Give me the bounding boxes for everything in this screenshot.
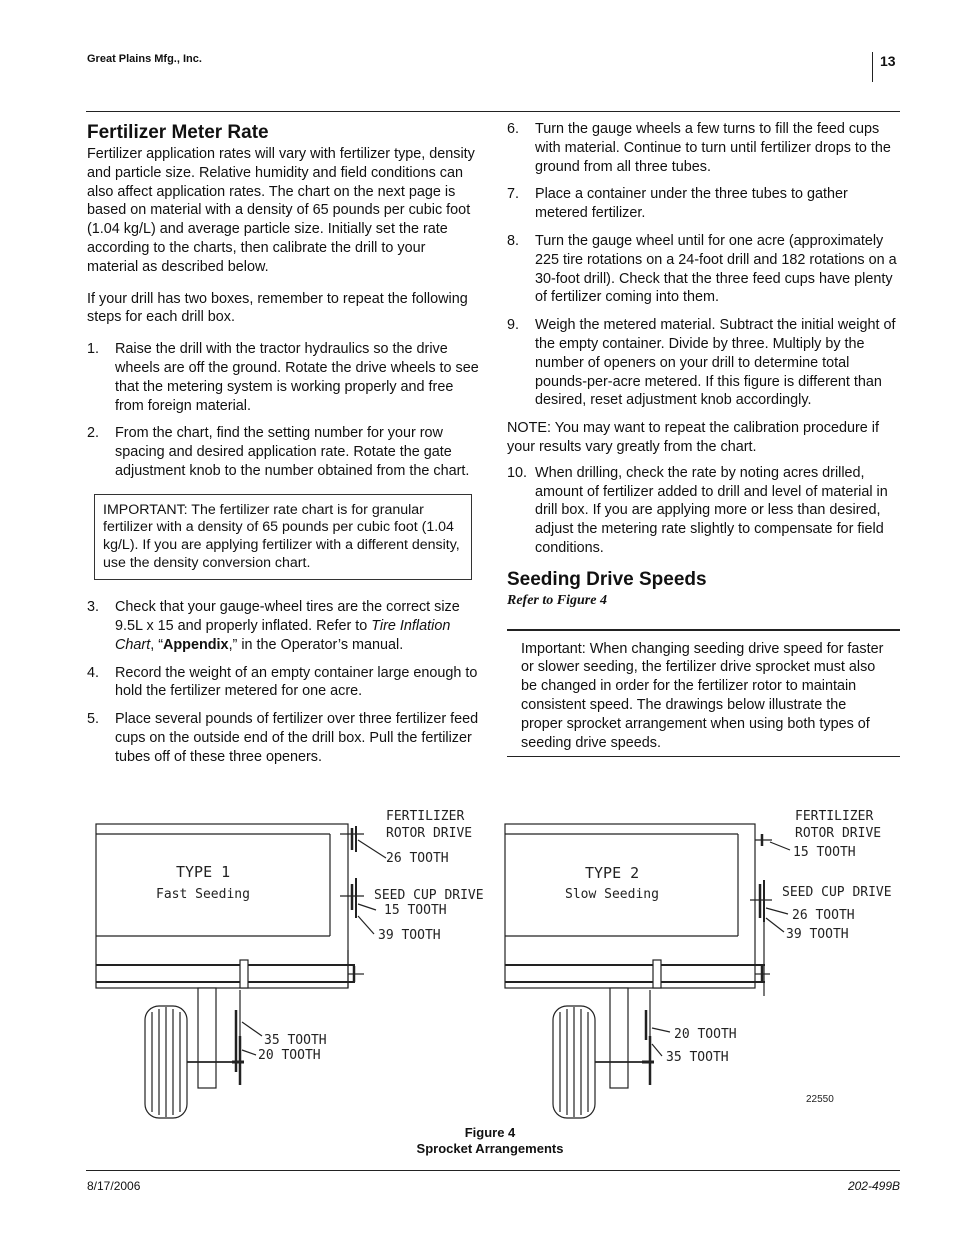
step-10 (507, 464, 900, 558)
type-2-drawing (505, 824, 790, 1118)
type-2-rotor-label-1: FERTILIZER (795, 809, 874, 824)
step-text: Record the weight of an empty container large enough to hold the fertilizer metered for one acre. (115, 664, 478, 700)
type-1-rotor-tooth: 26 TOOTH (386, 851, 449, 866)
step-number: 1. (87, 341, 100, 358)
type-1-seed-cup-drive: SEED CUP DRIVE (374, 888, 484, 903)
important-text: IMPORTANT: The fertilizer rate chart is for granular fertilizer with a density of 65 pounds per cubic foot (1.04 kg/L). If you are applying fertilizer with a different density, use the density conversion chart. (103, 501, 460, 571)
type-1-rotor-label-2: ROTOR DRIVE (386, 826, 473, 841)
important-box-sprocket (507, 629, 900, 758)
step-4 (87, 664, 479, 702)
type-2-seed-tooth-a: 26 TOOTH (792, 908, 855, 923)
header-rule (86, 111, 900, 112)
type-1-title: TYPE 1 (176, 863, 231, 881)
step-3 (87, 598, 479, 654)
step-number: 4. (87, 664, 100, 681)
step-2 (87, 424, 479, 480)
fertilizer-meter-rate-heading: Fertilizer Meter Rate (87, 122, 269, 143)
type-1-seed-tooth-b: 39 TOOTH (378, 928, 441, 943)
type-1-wheel-tooth-b: 20 TOOTH (258, 1048, 321, 1063)
type-2-title: TYPE 2 (585, 864, 640, 882)
sprocket-arrangements-figure (0, 800, 954, 1120)
step-7 (507, 185, 900, 223)
footer-doc-number: 202-499B (847, 1179, 900, 1193)
type-1-subtitle: Fast Seeding (156, 887, 250, 902)
right-column (507, 120, 900, 757)
step-9 (507, 316, 900, 410)
step-number: 2. (87, 425, 100, 442)
company-name: Great Plains Mfg., Inc. (87, 53, 202, 65)
type-2-subtitle: Slow Seeding (565, 887, 659, 902)
seeding-drive-speeds-heading: Seeding Drive Speeds (507, 568, 707, 590)
footer-date: 8/17/2006 (87, 1179, 141, 1193)
type-1-wheel-tooth-a: 35 TOOTH (264, 1033, 327, 1048)
type-2-wheel-tooth-a: 20 TOOTH (674, 1027, 737, 1042)
step-number: 6. (507, 121, 520, 137)
left-column (87, 121, 479, 767)
step-text: Turn the gauge wheel until for one acre (approximately 225 tire rotations on a 24-foot drill and 182 rotations on a 30-foot drill). Check that the three feed cups have plenty of fertilizer coming into them. (535, 232, 897, 306)
page-number: 13 (880, 53, 896, 69)
step-number: 3. (87, 599, 100, 616)
step-text: Turn the gauge wheels a few turns to fill the feed cups with material. Continue to turn until fertilizer drops to the ground from all three tubes. (535, 121, 891, 175)
important-text: Important: When changing seeding drive speed for faster or slower seeding, the fertilizer drive sprocket must also be changed in order for the fertilizer rotor to maintain consistent speed. The drawings below illustrate the proper sprocket arrangement when using both types of seeding drive speeds. (521, 640, 884, 751)
drill-box-outer (96, 824, 348, 988)
type-1-drawing (96, 824, 386, 1118)
tire-inflation-chart-ref: Tire Inflation Chart (115, 617, 451, 653)
step-number: 7. (507, 186, 520, 203)
page-number-divider (872, 52, 873, 82)
step-5 (87, 710, 479, 766)
calibration-note: NOTE: You may want to repeat the calibration procedure if your results vary greatly from the chart. (507, 420, 879, 455)
intro-paragraph: Fertilizer application rates will vary with fertilizer type, density and particle size. Relative humidity and field conditions can also affect application rates. The chart on the next page is based on material with a density of 65 pounds per cubic foot (1.04 kg/L) and average particle size. Initially set the rate according to the charts, then calibrate the drill to your material as described below. (87, 146, 475, 275)
step-text: Place several pounds of fertilizer over three fertilizer feed cups on the outside end of the drill box. Pull the fertilizer tubes off of these three openers. (115, 711, 479, 765)
two-box-note: If your drill has two boxes, remember to repeat the following steps for each drill box. (87, 290, 468, 326)
step-8 (507, 232, 900, 307)
type-1-seed-tooth-a: 15 TOOTH (384, 903, 447, 918)
step-number: 10. (507, 464, 528, 481)
step-1 (87, 340, 479, 415)
important-box-density (94, 494, 472, 580)
step-number: 5. (87, 711, 100, 728)
figure-reference: Refer to Figure 4 (507, 592, 607, 608)
step-number: 8. (507, 232, 520, 249)
type-2-rotor-label-2: ROTOR DRIVE (795, 826, 882, 841)
type-1-rotor-label-1: FERTILIZER (386, 809, 465, 824)
appendix-ref: Appendix (163, 636, 229, 653)
figure-caption-number: Figure 4 (464, 1125, 516, 1140)
type-2-seed-tooth-b: 39 TOOTH (786, 927, 849, 942)
footer-rule (86, 1170, 900, 1171)
step-6 (507, 120, 900, 176)
type-2-wheel-tooth-b: 35 TOOTH (666, 1050, 729, 1065)
step-text: Weigh the metered material. Subtract the initial weight of the empty container. Divide by three. Multiply by the number of openers on your drill to determine total pounds-per-acre metered. If this figure is different than desired, reset adjustment knob accordingly. (535, 317, 896, 409)
type-2-seed-cup-drive: SEED CUP DRIVE (782, 885, 892, 900)
step-text: When drilling, check the rate by noting acres drilled, amount of fertilizer added to drill and level of material in drill box. If you are applying more or less than desired, adjust the metering rate slightly to compensate for field conditions. (535, 464, 888, 556)
step-text: Place a container under the three tubes to gather metered fertilizer. (535, 186, 848, 222)
figure-id: 22550 (806, 1094, 834, 1105)
drill-box-outer (505, 824, 755, 988)
step-text: Raise the drill with the tractor hydraulics so the drive wheels are off the ground. Rotate the drive wheels to see that the metering system is working properly and free from foreign material. (115, 341, 479, 414)
step-text: ,” in the Operator’s manual. (228, 636, 404, 653)
step-number: 9. (507, 317, 520, 334)
step-text: From the chart, find the setting number for your row spacing and desired application rate. Rotate the gate adjustment knob to the number obtained from the chart. (115, 425, 470, 479)
figure-caption-title: Sprocket Arrangements (416, 1141, 564, 1156)
step-text: , “ (150, 636, 163, 653)
type-2-rotor-tooth: 15 TOOTH (793, 845, 856, 860)
step-text: Check that your gauge-wheel tires are the correct size 9.5L x 15 and properly inflated. Refer to (115, 599, 460, 634)
